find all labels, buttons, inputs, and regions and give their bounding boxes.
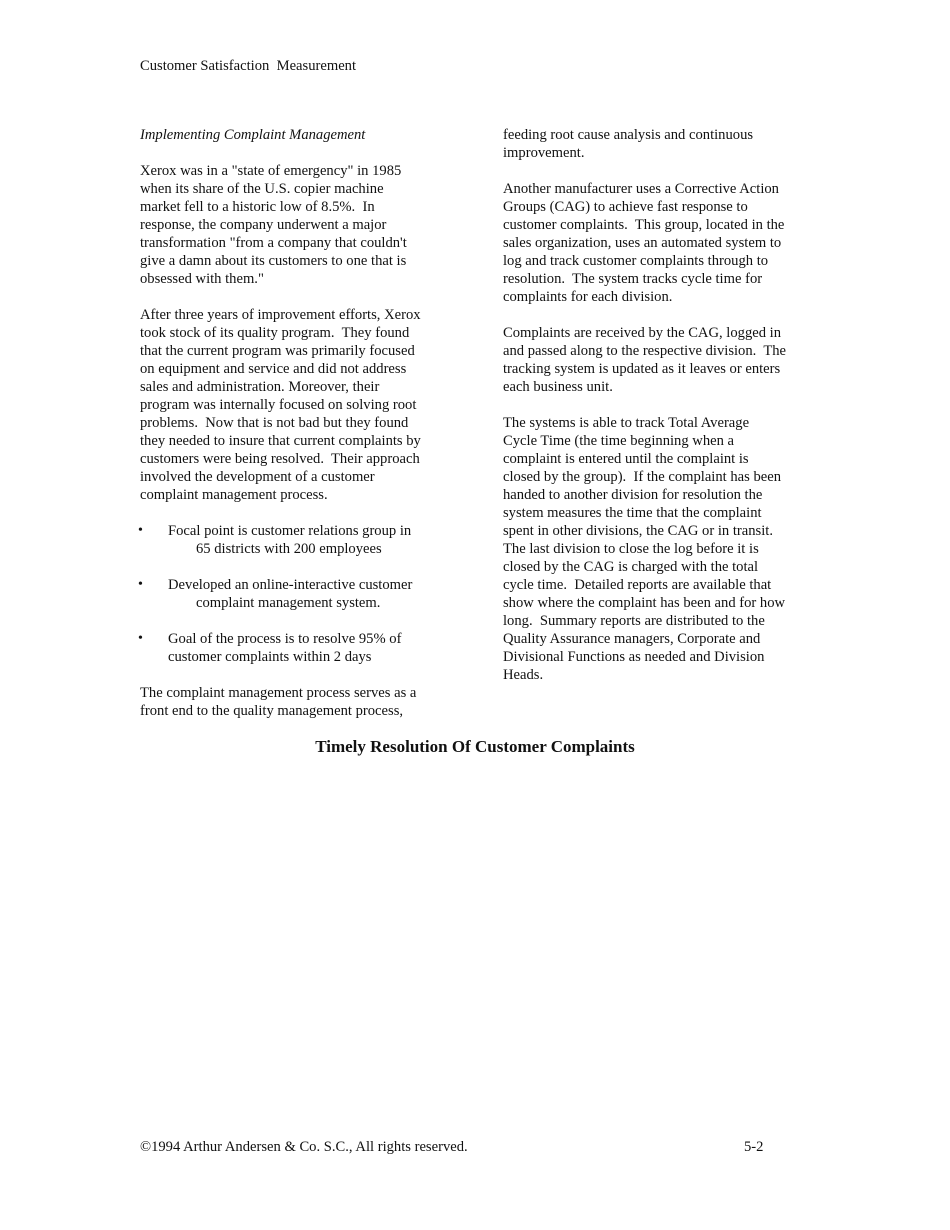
bullet-item — [140, 522, 460, 558]
bullet-text: complaint management system. — [196, 595, 381, 611]
text-line: Another manufacturer uses a Corrective Action — [503, 181, 779, 197]
text-line: on equipment and service and did not address — [140, 361, 407, 377]
text-line: complaints for each division. — [503, 289, 673, 305]
paragraph-cag — [503, 180, 823, 306]
text-line: resolution. The system tracks cycle time for — [503, 271, 763, 287]
bullet-text: Focal point is customer relations group in — [168, 523, 412, 539]
paragraph-xerox-emergency — [140, 162, 460, 288]
text-line: Groups (CAG) to achieve fast response to — [503, 199, 748, 215]
exhibit-title: Timely Resolution Of Customer Complaints — [315, 737, 635, 756]
text-line: problems. Now that is not bad but they found — [140, 415, 409, 431]
text-line: customers were being resolved. Their approach — [140, 451, 420, 467]
text-line: tracking system is updated as it leaves or enters — [503, 361, 781, 377]
text-line: Divisional Functions as needed and Division — [503, 649, 765, 665]
text-line: Quality Assurance managers, Corporate and — [503, 631, 761, 647]
text-line: Complaints are received by the CAG, logged in — [503, 325, 782, 341]
right-column — [503, 126, 823, 684]
text-line: cycle time. Detailed reports are available that — [503, 577, 772, 593]
page-number: 5-2 — [744, 1139, 764, 1155]
text-line: customer complaints. This group, located in the — [503, 217, 785, 233]
bullet-icon: • — [138, 577, 143, 592]
text-line: long. Summary reports are distributed to the — [503, 613, 765, 629]
text-line: that the current program was primarily focused — [140, 343, 415, 359]
text-line: complaint is entered until the complaint is — [503, 451, 749, 467]
text-line: each business unit. — [503, 379, 613, 395]
text-line: obsessed with them." — [140, 271, 264, 287]
bullet-text: customer complaints within 2 days — [168, 649, 372, 665]
paragraph-complaints-received — [503, 324, 823, 396]
text-line: they needed to insure that current complaints by — [140, 433, 421, 449]
bullet-icon: • — [138, 523, 143, 538]
text-line: closed by the CAG is charged with the total — [503, 559, 759, 575]
text-line: The last division to close the log before it is — [503, 541, 759, 557]
paragraph-cycle-time — [503, 414, 823, 684]
bullet-item — [140, 576, 460, 612]
text-line: front end to the quality management process, — [140, 703, 404, 719]
text-line: market fell to a historic low of 8.5%. In — [140, 199, 375, 215]
text-line: response, the company underwent a major — [140, 217, 387, 233]
text-line: spent in other divisions, the CAG or in transit. — [503, 523, 773, 539]
text-line: transformation "from a company that couldn't — [140, 235, 407, 251]
text-line: feeding root cause analysis and continuous — [503, 127, 754, 143]
text-line: system measures the time that the complaint — [503, 505, 762, 521]
paragraph-front-end — [140, 684, 460, 720]
text-line: The systems is able to track Total Average — [503, 415, 750, 431]
text-line: show where the complaint has been and for how — [503, 595, 786, 611]
text-line: program was internally focused on solving root — [140, 397, 417, 413]
text-line: took stock of its quality program. They found — [140, 325, 410, 341]
bullet-item — [140, 630, 460, 666]
text-line: involved the development of a customer — [140, 469, 375, 485]
text-line: log and track customer complaints through to — [503, 253, 769, 269]
text-line: The complaint management process serves as a — [140, 685, 417, 701]
section-heading: Implementing Complaint Management — [140, 127, 366, 143]
text-line: sales and administration. Moreover, their — [140, 379, 380, 395]
paragraph-improvement-efforts — [140, 306, 460, 504]
bullet-text: 65 districts with 200 employees — [196, 541, 382, 557]
text-line: Heads. — [503, 667, 544, 683]
running-header: Customer Satisfaction Measurement — [140, 58, 357, 74]
text-line: handed to another division for resolution the — [503, 487, 763, 503]
text-line: Xerox was in a "state of emergency" in 1985 — [140, 163, 402, 179]
text-line: Cycle Time (the time beginning when a — [503, 433, 735, 449]
text-line: when its share of the U.S. copier machine — [140, 181, 384, 197]
text-line: After three years of improvement efforts, Xerox — [140, 307, 421, 323]
paragraph-root-cause — [503, 126, 823, 162]
text-line: sales organization, uses an automated system to — [503, 235, 782, 251]
bullet-text: Developed an online-interactive customer — [168, 577, 413, 593]
left-column — [140, 126, 460, 720]
text-line: and passed along to the respective division. The — [503, 343, 787, 359]
text-line: give a damn about its customers to one that is — [140, 253, 407, 269]
text-line: improvement. — [503, 145, 585, 161]
text-line: complaint management process. — [140, 487, 328, 503]
bullet-icon: • — [138, 631, 143, 646]
footer-copyright: ©1994 Arthur Andersen & Co. S.C., All rights reserved. — [140, 1139, 468, 1155]
text-line: closed by the group). If the complaint has been — [503, 469, 782, 485]
bullet-text: Goal of the process is to resolve 95% of — [168, 631, 402, 647]
